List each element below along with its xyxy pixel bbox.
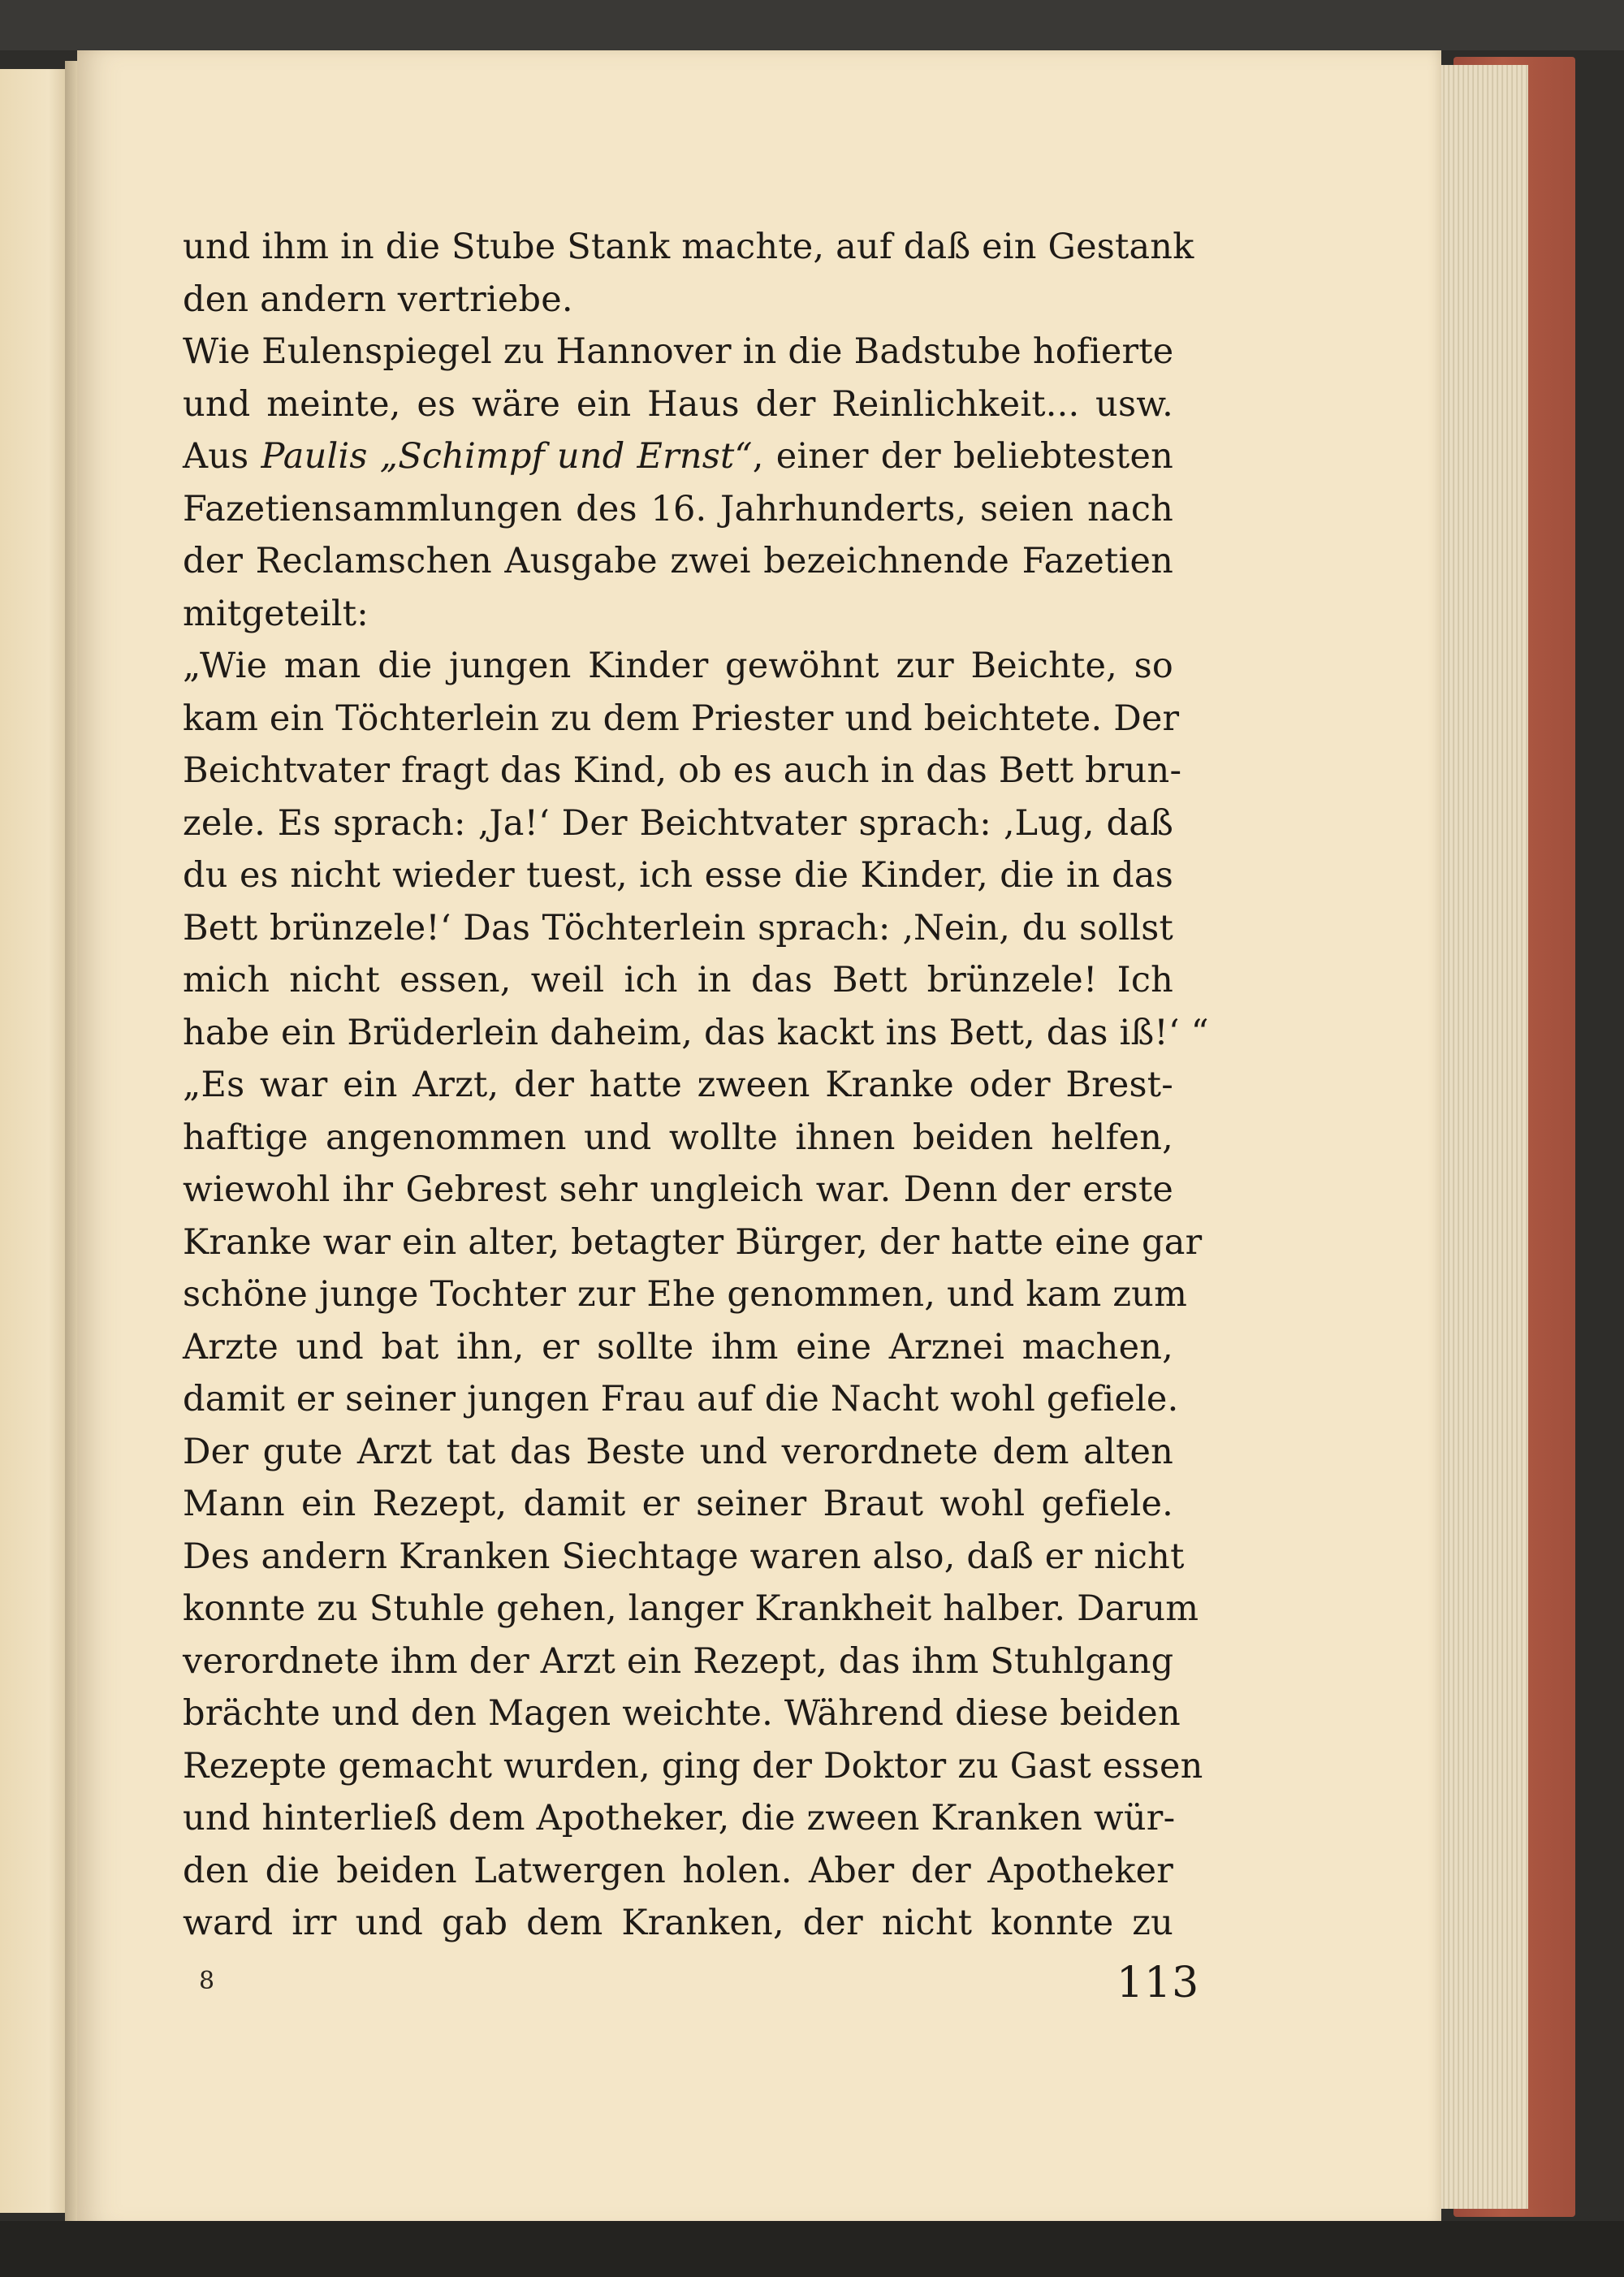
facing-page-sliver — [0, 69, 69, 2213]
text-line: verordnete ihm der Arzt ein Rezept, das ihm Stuhlgang — [183, 1640, 1174, 1682]
text-line: Fazetiensammlungen des 16. Jahrhunderts, seien nach — [183, 488, 1173, 529]
text-line: Beichtvater fragt das Kind, ob es auch in das Bett brun- — [183, 750, 1182, 791]
text-line: Der gute Arzt tat das Beste und verordnete dem alten — [183, 1431, 1173, 1472]
text-line: wiewohl ihr Gebrest sehr ungleich war. Denn der erste — [183, 1169, 1173, 1210]
background-top — [0, 0, 1624, 50]
text-line: „Wie man die jungen Kinder gewöhnt zur Beichte, so — [183, 646, 1173, 686]
text-line: haftige angenommen und wollte ihnen beiden helfen, — [183, 1117, 1173, 1158]
text-line: der Reclamschen Ausgabe zwei bezeichnende Fazetien — [183, 541, 1173, 581]
text-line: mitgeteilt: — [183, 593, 369, 634]
text-line: „Es war ein Arzt, der hatte zween Kranke oder Brest- — [183, 1065, 1173, 1105]
page-number: 113 — [1116, 1959, 1200, 2007]
text-line: Mann ein Rezept, damit er seiner Braut wohl gefiele. — [183, 1484, 1173, 1524]
text-line: zele. Es sprach: ‚Ja!‘ Der Beichtvater sprach: ‚Lug, daß — [183, 802, 1173, 844]
text-line: den andern vertriebe. — [183, 279, 573, 320]
text-line: und ihm in die Stube Stank machte, auf daß ein Gestank — [183, 227, 1194, 267]
text-line: Aus Paulis „Schimpf und Ernst“, einer der beliebtesten — [183, 436, 1173, 477]
text-line: habe ein Brüderlein daheim, das kackt ins Bett, das iß!‘ “ — [183, 1012, 1209, 1053]
text-line: Bett brünzele!‘ Das Töchterlein sprach: ‚Nein, du sollst — [183, 907, 1173, 948]
book-page — [77, 50, 1441, 2227]
body-text — [183, 221, 1209, 1950]
text-line: mich nicht essen, weil ich in das Bett brünzele! Ich — [183, 960, 1173, 1000]
text-line: ward irr und gab dem Kranken, der nicht konnte zu — [183, 1903, 1173, 1943]
text-line: schöne junge Tochter zur Ehe genommen, und kam zum — [183, 1274, 1188, 1315]
background-bottom — [0, 2221, 1624, 2277]
text-line: und hinterließ dem Apotheker, die zween Kranken wür- — [183, 1798, 1176, 1838]
text-line: Arzte und bat ihn, er sollte ihm eine Arznei machen, — [183, 1326, 1173, 1367]
text-line: konnte zu Stuhle gehen, langer Krankheit halber. Darum — [183, 1588, 1199, 1629]
text-line: den die beiden Latwergen holen. Aber der Apotheker — [183, 1850, 1173, 1891]
text-line: Rezepte gemacht wurden, ging der Doktor zu Gast essen — [183, 1745, 1203, 1787]
text-line: Des andern Kranken Siechtage waren also, daß er nicht — [183, 1536, 1185, 1577]
text-line: und meinte, es wäre ein Haus der Reinlichkeit... usw. — [183, 383, 1173, 425]
text-line: du es nicht wieder tuest, ich esse die Kinder, die in das — [183, 855, 1173, 896]
text-line: Kranke war ein alter, betagter Bürger, der hatte eine gar — [183, 1221, 1203, 1263]
page-edges — [1429, 65, 1528, 2209]
text-line: damit er seiner jungen Frau auf die Nacht wohl gefiele. — [183, 1379, 1179, 1419]
signature-mark: 8 — [199, 1967, 215, 1995]
text-line: kam ein Töchterlein zu dem Priester und beichtete. Der — [183, 698, 1180, 739]
text-line: brächte und den Magen weichte. Während diese beiden — [183, 1693, 1181, 1734]
text-line: Wie Eulenspiegel zu Hannover in die Badstube hofierte — [183, 331, 1174, 372]
